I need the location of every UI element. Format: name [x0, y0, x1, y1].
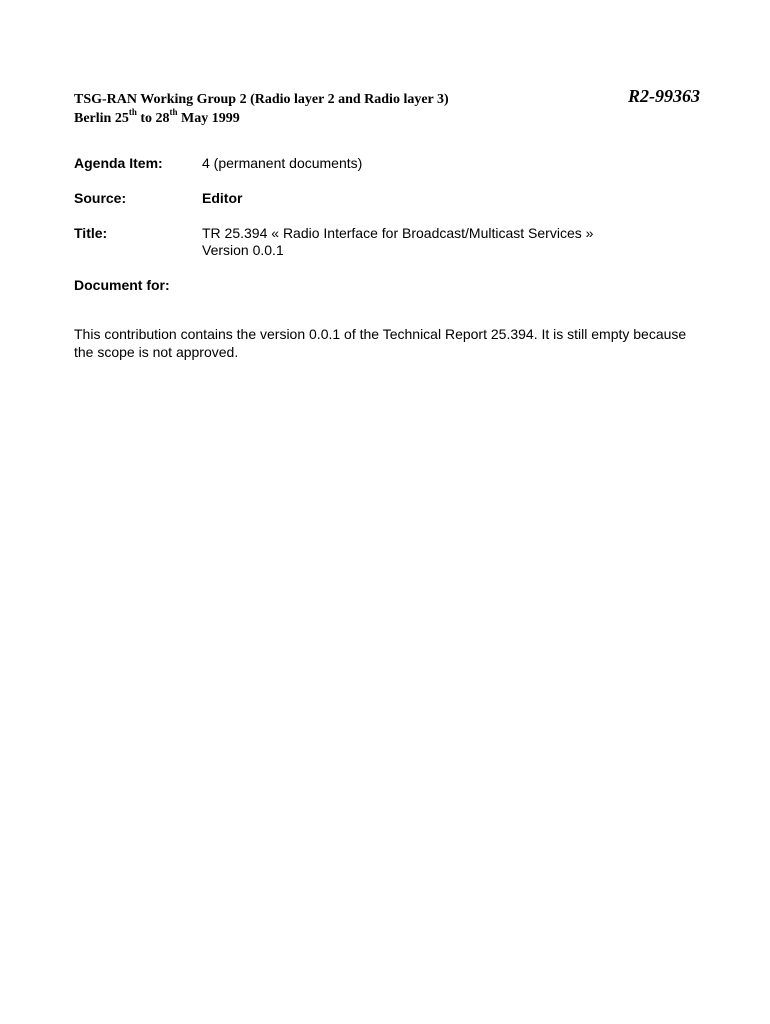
title-row [74, 225, 714, 259]
location-end: May 1999 [177, 111, 240, 126]
location-prefix: Berlin 25 [74, 111, 129, 126]
title-label: Title: [74, 225, 108, 241]
document-header [74, 86, 700, 128]
meeting-location-date [74, 109, 700, 128]
source-value: Editor [202, 190, 243, 206]
agenda-item-row [74, 155, 714, 172]
source-row [74, 190, 714, 207]
agenda-item-value: 4 (permanent documents) [202, 155, 363, 171]
document-for-row [74, 277, 714, 294]
source-label: Source: [74, 190, 127, 206]
working-group-line: TSG-RAN Working Group 2 (Radio layer 2 and Radio layer 3) [74, 92, 449, 107]
document-fields [74, 155, 714, 312]
document-number: R2-99363 [628, 86, 700, 106]
body-paragraph: This contribution contains the version 0.0.1 of the Technical Report 25.394. It is still empty because the scope is not approved. [74, 326, 687, 360]
title-value-line-1: TR 25.394 « Radio Interface for Broadcast/Multicast Services » [202, 225, 594, 241]
document-for-value [202, 277, 714, 294]
end-date-suffix: th [169, 107, 178, 118]
document-for-label: Document for: [74, 277, 170, 293]
start-date-suffix: th [128, 107, 137, 118]
title-value [202, 225, 714, 259]
agenda-item-label: Agenda Item: [74, 155, 163, 171]
title-value-line-2: Version 0.0.1 [202, 242, 284, 258]
location-mid: to 28 [136, 111, 170, 126]
